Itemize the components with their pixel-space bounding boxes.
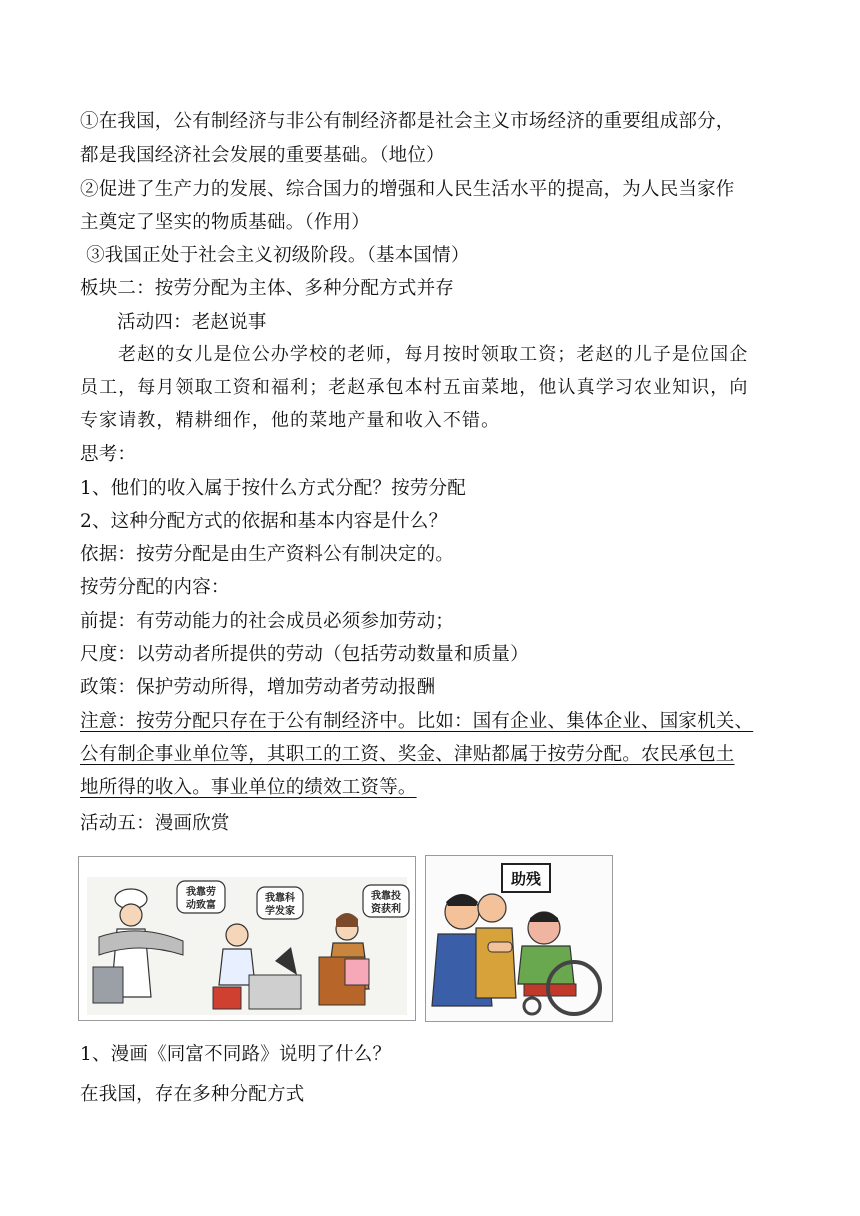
answer-line: 政策：保护劳动所得，增加劳动者劳动报酬 <box>80 677 436 698</box>
question-line: 2、这种分配方式的依据和基本内容是什么？ <box>80 511 448 532</box>
answer-line: 在我国，存在多种分配方式 <box>80 1084 305 1105</box>
bubble-text: 资获利 <box>371 904 401 915</box>
story-line: 专家请教，精耕细作，他的菜地产量和收入不错。 <box>80 410 501 431</box>
answer-line: 依据：按劳分配是由生产资料公有制决定的。 <box>80 544 455 565</box>
cartoon-illustration <box>79 857 415 1020</box>
answer-line: 按劳分配的内容： <box>80 577 230 598</box>
paragraph-line: ②促进了生产力的发展、综合国力的增强和人民生活水平的提高，为人民当家作 <box>80 179 735 200</box>
paragraph-line: ③我国正处于社会主义初级阶段。（基本国情） <box>80 245 470 266</box>
bubble-text: 我靠投 <box>371 891 401 902</box>
activity-heading: 活动五：漫画欣赏 <box>80 813 230 834</box>
paragraph-line: ①在我国，公有制经济与非公有制经济都是社会主义市场经济的重要组成部分， <box>80 111 735 132</box>
story-line: 老赵的女儿是位公办学校的老师，每月按时领取工资；老赵的儿子是位国企 <box>118 344 749 365</box>
bubble-text: 我靠科 <box>265 893 295 904</box>
cartoon-image-aid <box>425 855 613 1022</box>
question-line: 1、漫画《同富不同路》说明了什么？ <box>80 1044 392 1065</box>
activity-heading: 活动四：老赵说事 <box>117 312 267 333</box>
paragraph-line: 都是我国经济社会发展的重要基础。（地位） <box>80 145 445 166</box>
note-line: 地所得的收入。事业单位的绩效工资等。 <box>80 777 417 798</box>
story-line: 员工，每月领取工资和福利；老赵承包本村五亩菜地，他认真学习农业知识，向 <box>80 377 749 398</box>
paragraph-line: 主奠定了坚实的物质基础。（作用） <box>80 212 370 233</box>
banner-text: 助残 <box>510 870 542 888</box>
answer-line: 尺度：以劳动者所提供的劳动（包括劳动数量和质量） <box>80 644 529 665</box>
bubble-text: 动致富 <box>186 900 216 911</box>
cartoon-image-wealth <box>78 856 416 1021</box>
answer-line: 前提：有劳动能力的社会成员必须参加劳动； <box>80 611 455 632</box>
cartoon-illustration <box>426 856 612 1021</box>
note-line: 注意：按劳分配只存在于公有制经济中。比如：国有企业、集体企业、国家机关、 <box>80 711 754 732</box>
bubble-text: 我靠劳 <box>186 887 216 898</box>
section-heading: 板块二：按劳分配为主体、多种分配方式并存 <box>80 278 455 299</box>
think-label: 思考： <box>80 444 137 465</box>
note-line: 公有制企事业单位等，其职工的工资、奖金、津贴都属于按劳分配。农民承包土 <box>80 744 735 765</box>
bubble-text: 学发家 <box>265 906 295 917</box>
question-line: 1、他们的收入属于按什么方式分配？按劳分配 <box>80 478 466 499</box>
